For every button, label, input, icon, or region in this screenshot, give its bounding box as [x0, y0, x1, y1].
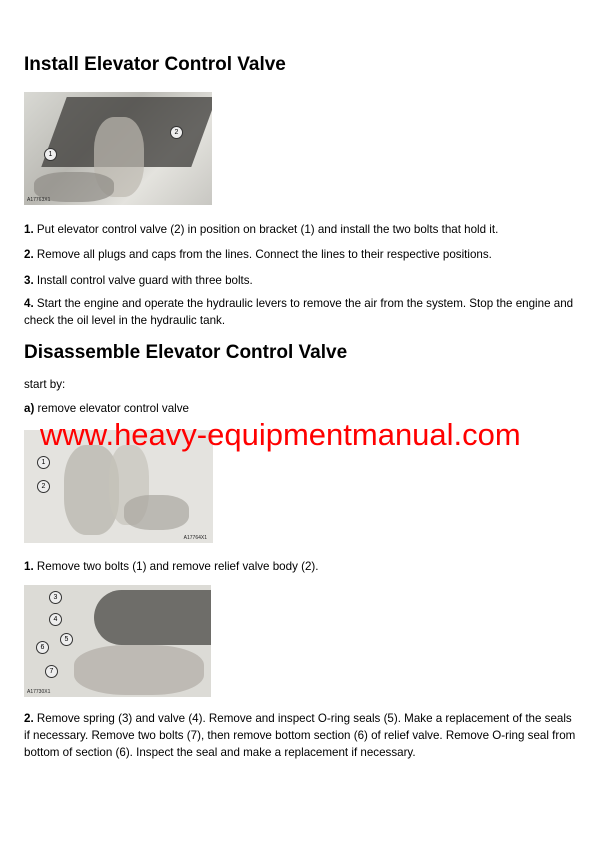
- figure-spring-valve: [24, 585, 211, 697]
- section-title-install: Install Elevator Control Valve: [24, 54, 286, 75]
- callout-4: 4: [49, 613, 62, 626]
- figure-caption: A17763X1: [27, 197, 51, 203]
- callout-5: 5: [60, 633, 73, 646]
- install-step-1: 1. Put elevator control valve (2) in position on bracket (1) and install the two bolts that hold it.: [24, 223, 499, 236]
- install-step-2: 2. Remove all plugs and caps from the lines. Connect the lines to their respective positions.: [24, 248, 492, 261]
- callout-6: 6: [36, 641, 49, 654]
- callout-1: 1: [37, 456, 50, 469]
- start-by-label: start by:: [24, 378, 66, 391]
- callout-7: 7: [45, 665, 58, 678]
- install-step-3: 3. Install control valve guard with three bolts.: [24, 274, 253, 287]
- disassemble-step-2: 2. Remove spring (3) and valve (4). Remove and inspect O-ring seals (5). Make a replacement of the seals if necessary. Remove two bolts (7), then remove bottom section (6) of relief valve. Remove O-ring seal from bottom of section (6). Inspect the seal and make a replacement if necessary.: [24, 712, 576, 759]
- callout-1: 1: [44, 148, 57, 161]
- callout-2: 2: [37, 480, 50, 493]
- install-step-4: 4. Start the engine and operate the hydraulic levers to remove the air from the system. Stop the engine and check the oil level in the hydraulic tank.: [24, 297, 574, 327]
- watermark: www.heavy-equipmentmanual.com: [40, 417, 521, 452]
- prereq-item: a) remove elevator control valve: [24, 402, 189, 415]
- section-title-disassemble: Disassemble Elevator Control Valve: [24, 342, 348, 363]
- disassemble-step-1: 1. Remove two bolts (1) and remove relief valve body (2).: [24, 560, 319, 573]
- figure-caption: A17730X1: [27, 689, 51, 695]
- figure-caption: A17764X1: [183, 535, 207, 541]
- callout-3: 3: [49, 591, 62, 604]
- figure-install-valve: [24, 92, 212, 205]
- callout-2: 2: [170, 126, 183, 139]
